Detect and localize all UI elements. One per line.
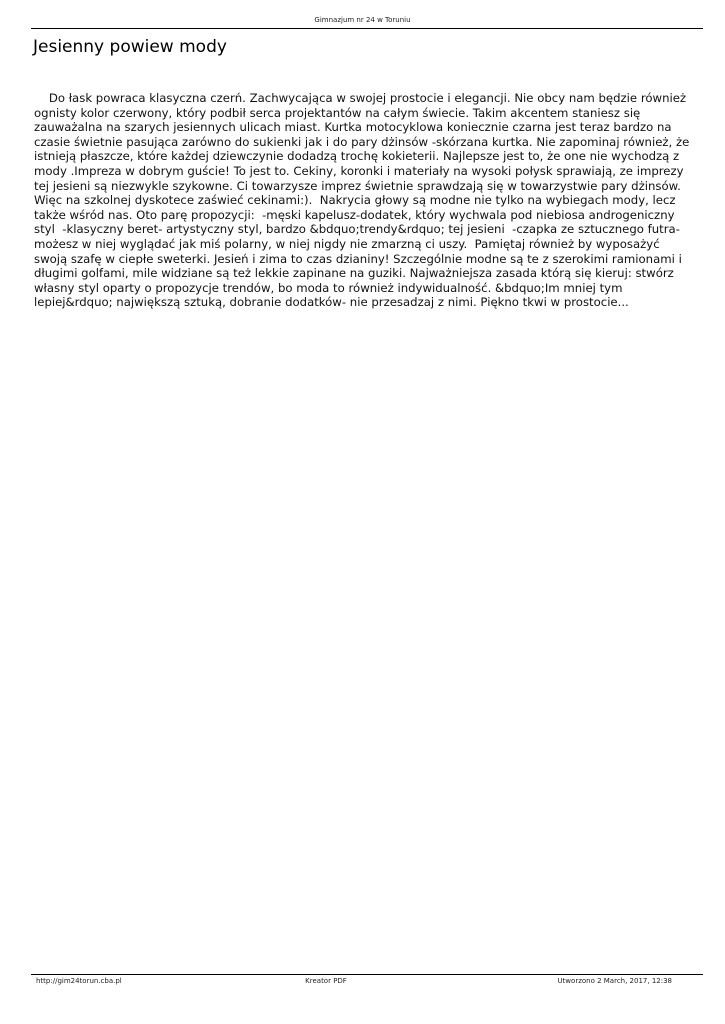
footer-created-date: Utworzono 2 March, 2017, 12:38 bbox=[557, 977, 672, 985]
footer-divider bbox=[31, 974, 703, 975]
page-header: Gimnazjum nr 24 w Toruniu bbox=[314, 16, 411, 24]
article-body: Do łask powraca klasyczna czerń. Zachwycająca w swojej prostocie i elegancji. Nie obcy nam będzie również ognisty kolor czerwony, który podbił serca projektantów na całym świecie. Takim akcentem staniesz się zauważalna na szarych jesiennych ulicach miast. Kurtka motocyklowa koniecznie czarna jest teraz bardzo na czasie świetnie pasująca zarówno do sukienki jak i do pary dżinsów -skórzana kurtka. Nie zapominaj również, że istnieją płaszcze, które każdej dziewczynie dodadzą trochę kokieterii. Najlepsze jest to, że one nie wychodzą z mody .Impreza w dobrym guście! To jest to. Cekiny, koronki i materiały na wysoki połysk sprawiają, ze imprezy tej jesieni są niezwykle szykowne. Ci towarzysze imprez świetnie sprawdzają się w towarzystwie pary dżinsów. Więc na szkolnej dyskotece zaświeć cekinami:). Nakrycia głowy są modne nie tylko na wybiegach mody, lecz także wśród nas. Oto parę propozycji: -męski kapelusz-dodatek, który wychwala pod niebiosa androgeniczny styl -klasyczny beret- artystyczny styl, bardzo &bdquo;trendy&rdquo; tej jesieni -czapka ze sztucznego futra- możesz w niej wyglądać jak miś polarny, w niej nigdy nie zmarzną ci uszy. Pamiętaj również by wyposażyć swoją szafę w ciepłe sweterki. Jesień i zima to czas dzianiny! Szczególnie modne są te z szerokimi ramionami i długimi golfami, mile widziane są też lekkie zapinane na guziki. Najważniejsza zasada którą się kieruj: stwórz własny styl oparty o propozycje trendów, bo moda to również indywidualność. &bdquo;Im mniej tym lepiej&rdquo; największą sztuką, dobranie dodatków- nie przesadzaj z nimi. Piękno tkwi w prostocie... bbox=[34, 91, 694, 310]
footer-url-link[interactable]: http://gim24torun.cba.pl bbox=[36, 977, 122, 985]
footer-generator: Kreator PDF bbox=[305, 977, 347, 985]
article-title: Jesienny powiew mody bbox=[33, 37, 227, 57]
page-footer bbox=[36, 977, 700, 987]
header-divider bbox=[31, 28, 703, 29]
